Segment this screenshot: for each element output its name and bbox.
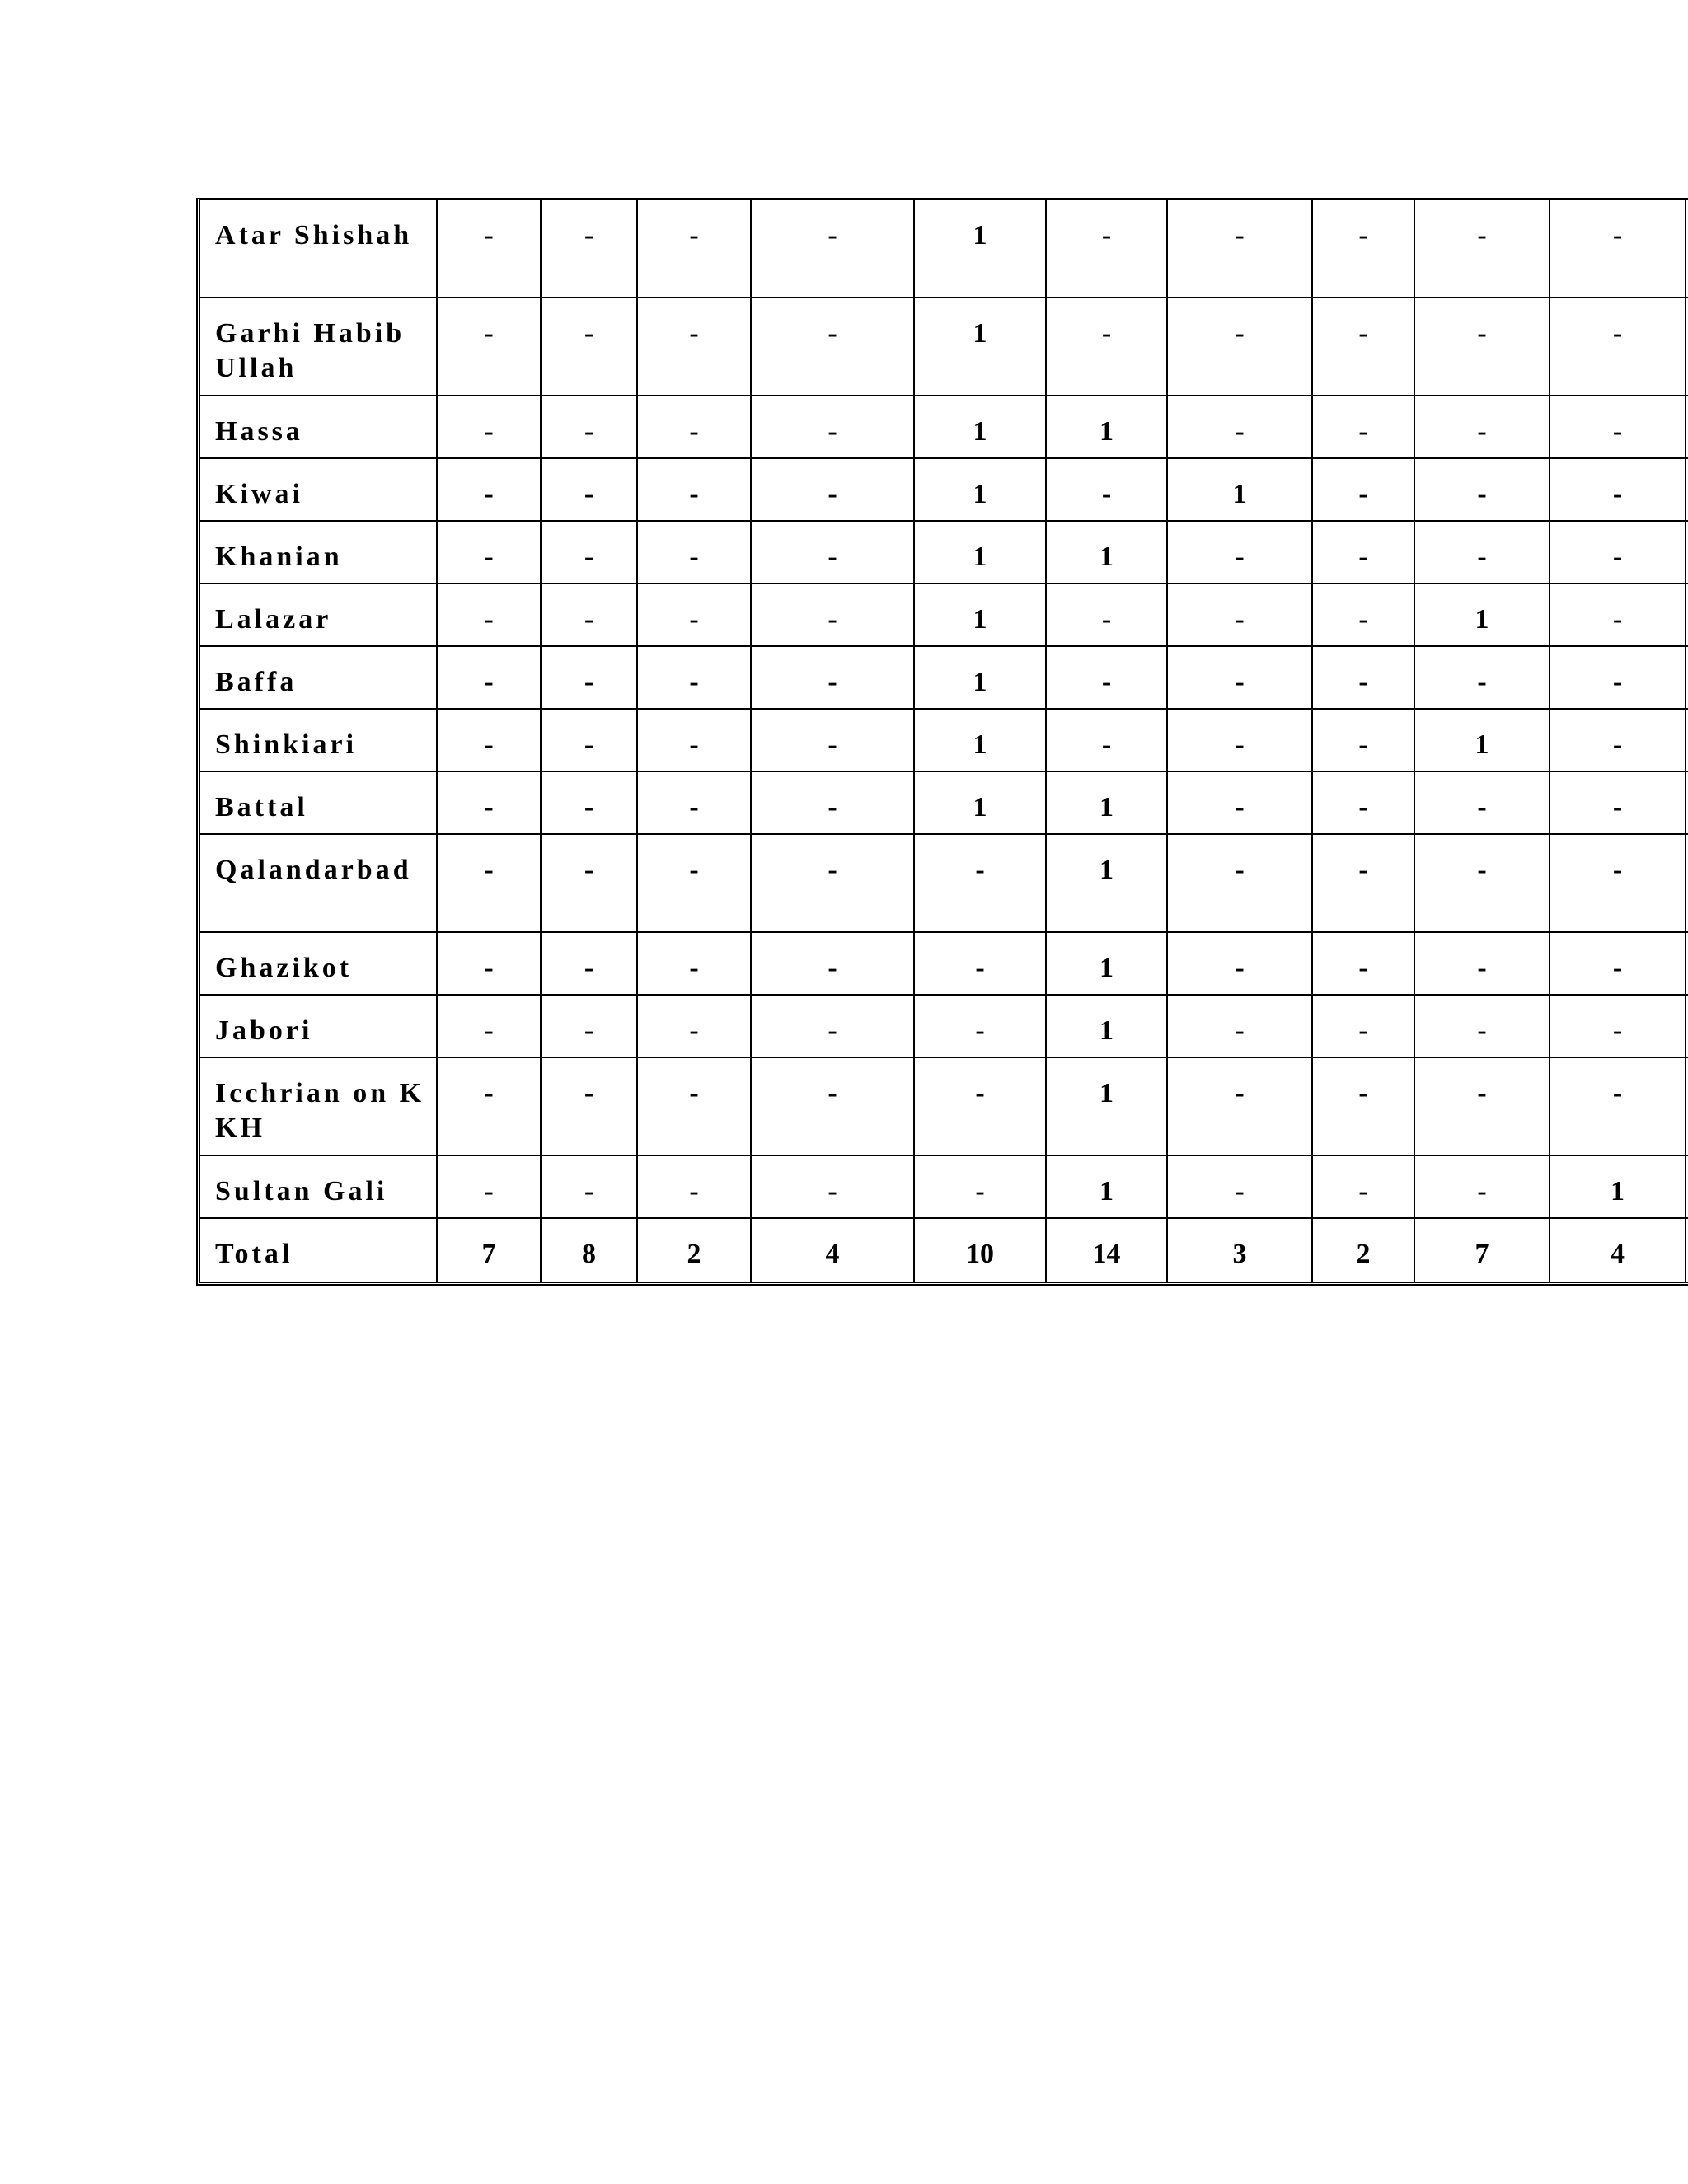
table-cell: 2 bbox=[1313, 1219, 1415, 1282]
table-cell: - bbox=[438, 200, 542, 298]
table-cell: 1 bbox=[1415, 584, 1550, 647]
table-cell: - bbox=[1313, 522, 1415, 584]
row-label: Qalandarbad bbox=[200, 835, 438, 933]
table-row bbox=[200, 459, 1688, 522]
row-label: Icchrian on KKH bbox=[200, 1058, 438, 1156]
table-cell: - bbox=[438, 298, 542, 396]
table-cell: - bbox=[1550, 200, 1686, 298]
table-cell: - bbox=[1313, 584, 1415, 647]
row-label: Atar Shishah bbox=[200, 200, 438, 298]
table-cell: - bbox=[638, 1156, 752, 1219]
table-cell: 1 bbox=[1168, 459, 1313, 522]
table-body bbox=[200, 200, 1688, 1282]
row-label: Hassa bbox=[200, 396, 438, 459]
table-cell: - bbox=[542, 835, 638, 933]
table-cell: - bbox=[1550, 772, 1686, 835]
table-cell: - bbox=[915, 1156, 1047, 1219]
table-cell: - bbox=[638, 522, 752, 584]
table-cell: 4 bbox=[1550, 1219, 1686, 1282]
table-cell: - bbox=[1415, 1058, 1550, 1156]
table-cell: - bbox=[1550, 459, 1686, 522]
table-cell: - bbox=[915, 835, 1047, 933]
table-cell: - bbox=[915, 933, 1047, 996]
table-cell: 1 bbox=[915, 522, 1047, 584]
row-label: Kiwai bbox=[200, 459, 438, 522]
row-label: Battal bbox=[200, 772, 438, 835]
table-cell: - bbox=[438, 584, 542, 647]
table-cell: - bbox=[1415, 835, 1550, 933]
table-cell: 1 bbox=[1047, 522, 1168, 584]
table-row bbox=[200, 772, 1688, 835]
table-cell: - bbox=[638, 200, 752, 298]
table-cell: - bbox=[1168, 710, 1313, 772]
table-cell: - bbox=[1550, 298, 1686, 396]
table-cell: - bbox=[752, 1156, 915, 1219]
table-row bbox=[200, 396, 1688, 459]
table-cell: - bbox=[1313, 710, 1415, 772]
table-cell: - bbox=[542, 459, 638, 522]
table-cell: 14 bbox=[1047, 1219, 1168, 1282]
table-cell: 1 bbox=[915, 200, 1047, 298]
table-cell: 1 bbox=[915, 710, 1047, 772]
table-cell: - bbox=[1313, 835, 1415, 933]
table-cell: 2 bbox=[638, 1219, 752, 1282]
table-row bbox=[200, 522, 1688, 584]
table-cell: - bbox=[1168, 772, 1313, 835]
table-row bbox=[200, 933, 1688, 996]
table-cell: - bbox=[1550, 396, 1686, 459]
table-cell: - bbox=[1415, 647, 1550, 710]
table-cell: - bbox=[1047, 584, 1168, 647]
table-cell: - bbox=[1550, 647, 1686, 710]
table-row bbox=[200, 996, 1688, 1058]
table-cell: - bbox=[915, 996, 1047, 1058]
table-cell: 7 bbox=[1415, 1219, 1550, 1282]
table-cell: - bbox=[542, 996, 638, 1058]
table-cell: - bbox=[1415, 933, 1550, 996]
table-cell: - bbox=[1550, 522, 1686, 584]
table-cell: 1 bbox=[915, 584, 1047, 647]
table-cell: - bbox=[1313, 200, 1415, 298]
table-cell: 1 bbox=[1550, 1156, 1686, 1219]
table-cell: - bbox=[1313, 1058, 1415, 1156]
table-cell: - bbox=[1168, 1058, 1313, 1156]
table-cell: - bbox=[638, 459, 752, 522]
table-cell: - bbox=[638, 396, 752, 459]
table-cell: - bbox=[638, 772, 752, 835]
table-cell: 1 bbox=[1047, 933, 1168, 996]
table-cell: 1 bbox=[1047, 1156, 1168, 1219]
table-cell: - bbox=[1415, 459, 1550, 522]
table-cell: - bbox=[1415, 996, 1550, 1058]
table-cell: 1 bbox=[1047, 772, 1168, 835]
table-row bbox=[200, 647, 1688, 710]
table-cell: - bbox=[1415, 298, 1550, 396]
table-cell: - bbox=[542, 522, 638, 584]
table-cell: 1 bbox=[1047, 835, 1168, 933]
row-label: Khanian bbox=[200, 522, 438, 584]
table-row bbox=[200, 200, 1688, 298]
row-label: Ghazikot bbox=[200, 933, 438, 996]
table-cell: - bbox=[638, 1058, 752, 1156]
row-label: Lalazar bbox=[200, 584, 438, 647]
table-cell: - bbox=[752, 1058, 915, 1156]
table-cell: - bbox=[542, 200, 638, 298]
table-cell: - bbox=[638, 584, 752, 647]
table-cell: 1 bbox=[1047, 1058, 1168, 1156]
table-cell: - bbox=[438, 647, 542, 710]
table-cell: - bbox=[638, 996, 752, 1058]
table-cell: - bbox=[1168, 522, 1313, 584]
table-cell: - bbox=[1550, 996, 1686, 1058]
table-cell: - bbox=[542, 298, 638, 396]
table-cell: - bbox=[1415, 772, 1550, 835]
table-cell: - bbox=[1415, 522, 1550, 584]
table-cell: - bbox=[1415, 1156, 1550, 1219]
row-label: Sultan Gali bbox=[200, 1156, 438, 1219]
table-cell: 7 bbox=[438, 1219, 542, 1282]
table-cell: - bbox=[752, 584, 915, 647]
table-cell: - bbox=[1550, 584, 1686, 647]
table-cell: - bbox=[1168, 835, 1313, 933]
table-cell: - bbox=[752, 835, 915, 933]
table-cell: - bbox=[752, 772, 915, 835]
table-row bbox=[200, 1058, 1688, 1156]
table-cell: - bbox=[638, 710, 752, 772]
table-cell: - bbox=[542, 647, 638, 710]
table-cell: 1 bbox=[1047, 396, 1168, 459]
data-table bbox=[196, 198, 1688, 1286]
table-cell: - bbox=[438, 1058, 542, 1156]
table-cell: - bbox=[1047, 459, 1168, 522]
table-cell: 1 bbox=[915, 396, 1047, 459]
table-cell: 3 bbox=[1168, 1219, 1313, 1282]
table-cell: - bbox=[638, 298, 752, 396]
table-cell: - bbox=[1415, 396, 1550, 459]
table-cell: - bbox=[1415, 200, 1550, 298]
table-cell: - bbox=[1168, 396, 1313, 459]
table-cell: - bbox=[438, 772, 542, 835]
table-cell: - bbox=[752, 298, 915, 396]
table-cell: - bbox=[438, 396, 542, 459]
row-label: Jabori bbox=[200, 996, 438, 1058]
table-cell: - bbox=[438, 996, 542, 1058]
table-cell: - bbox=[438, 1156, 542, 1219]
table-cell: - bbox=[438, 522, 542, 584]
row-label: Shinkiari bbox=[200, 710, 438, 772]
table-cell: - bbox=[752, 710, 915, 772]
table-row bbox=[200, 584, 1688, 647]
table-cell: - bbox=[438, 710, 542, 772]
table-cell: - bbox=[1047, 647, 1168, 710]
table-cell: 4 bbox=[752, 1219, 915, 1282]
total-row bbox=[200, 1219, 1688, 1282]
table-cell: - bbox=[752, 396, 915, 459]
table-cell: - bbox=[1313, 459, 1415, 522]
table-cell: - bbox=[1047, 710, 1168, 772]
table-row bbox=[200, 710, 1688, 772]
table-cell: - bbox=[752, 200, 915, 298]
row-label: Total bbox=[200, 1219, 438, 1282]
table-row bbox=[200, 1156, 1688, 1219]
table-cell: 1 bbox=[915, 772, 1047, 835]
table-cell: 1 bbox=[915, 298, 1047, 396]
table-row bbox=[200, 835, 1688, 933]
table-cell: - bbox=[542, 933, 638, 996]
table-cell: - bbox=[1168, 933, 1313, 996]
table-cell: - bbox=[542, 584, 638, 647]
table-cell: - bbox=[438, 835, 542, 933]
table-cell: 1 bbox=[915, 459, 1047, 522]
table-cell: 1 bbox=[915, 647, 1047, 710]
table-cell: - bbox=[752, 459, 915, 522]
table-cell: - bbox=[542, 710, 638, 772]
table-row bbox=[200, 298, 1688, 396]
table-cell: - bbox=[1550, 933, 1686, 996]
table-cell: - bbox=[1313, 1156, 1415, 1219]
table-cell: - bbox=[1168, 298, 1313, 396]
table-cell: - bbox=[1313, 996, 1415, 1058]
table-cell: - bbox=[1313, 933, 1415, 996]
table-cell: - bbox=[1313, 647, 1415, 710]
table-cell: 1 bbox=[1415, 710, 1550, 772]
table-cell: - bbox=[1047, 298, 1168, 396]
table-cell: - bbox=[1550, 835, 1686, 933]
table-container bbox=[196, 198, 1688, 1286]
table-cell: - bbox=[638, 835, 752, 933]
table-cell: - bbox=[542, 1156, 638, 1219]
table-cell: - bbox=[1550, 710, 1686, 772]
table-cell: - bbox=[915, 1058, 1047, 1156]
table-cell: - bbox=[1047, 200, 1168, 298]
table-cell: - bbox=[542, 1058, 638, 1156]
table-cell: - bbox=[638, 933, 752, 996]
table-cell: - bbox=[542, 396, 638, 459]
table-cell: 1 bbox=[1047, 996, 1168, 1058]
table-cell: - bbox=[1313, 772, 1415, 835]
table-cell: - bbox=[638, 647, 752, 710]
table-cell: - bbox=[1550, 1058, 1686, 1156]
table-cell: - bbox=[752, 996, 915, 1058]
table-cell: - bbox=[1168, 584, 1313, 647]
table-cell: 10 bbox=[915, 1219, 1047, 1282]
table-cell: - bbox=[438, 459, 542, 522]
table-cell: 8 bbox=[542, 1219, 638, 1282]
row-label: Garhi Habib Ullah bbox=[200, 298, 438, 396]
table-cell: - bbox=[752, 933, 915, 996]
table-cell: - bbox=[752, 647, 915, 710]
table-cell: - bbox=[1168, 1156, 1313, 1219]
table-cell: - bbox=[1313, 298, 1415, 396]
table-cell: - bbox=[1313, 396, 1415, 459]
table-cell: - bbox=[1168, 996, 1313, 1058]
table-cell: - bbox=[1168, 200, 1313, 298]
row-label: Baffa bbox=[200, 647, 438, 710]
table-cell: - bbox=[438, 933, 542, 996]
table-cell: - bbox=[1168, 647, 1313, 710]
table-cell: - bbox=[752, 522, 915, 584]
table-cell: - bbox=[542, 772, 638, 835]
